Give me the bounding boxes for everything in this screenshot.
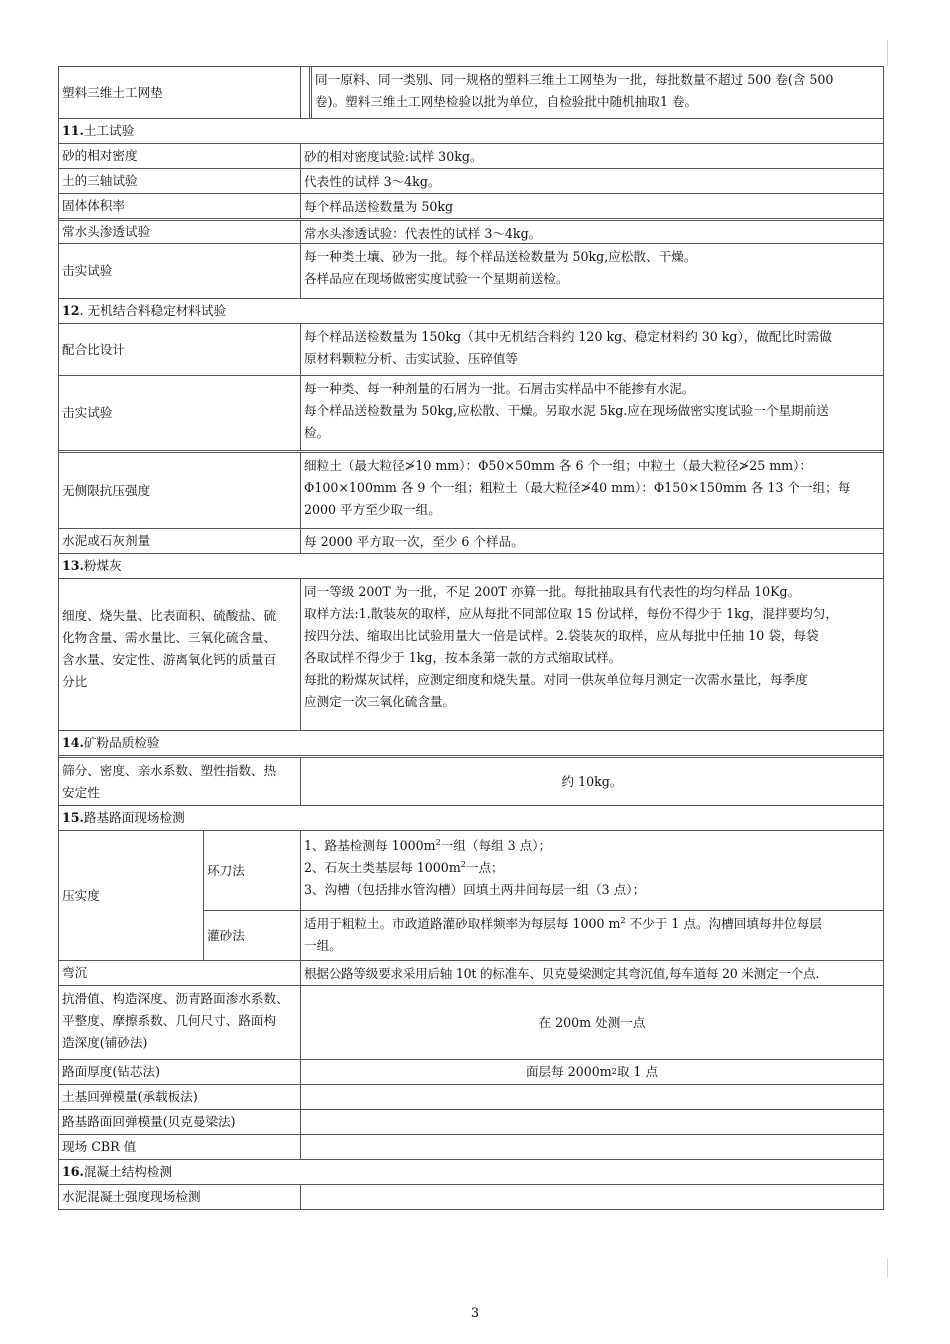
item-name: 击实试验 xyxy=(59,376,301,450)
table-row xyxy=(59,1184,883,1209)
table-row xyxy=(59,168,883,193)
table-row xyxy=(59,528,883,553)
sampling-rule: 砂的相对密度试验:试样 30kg。 xyxy=(304,149,483,164)
section-title: 混凝土结构检测 xyxy=(83,1164,173,1179)
item-name: 现场 CBR 值 xyxy=(59,1135,301,1159)
table-row xyxy=(59,143,883,168)
sampling-rule: 每一种类、每一种剂量的石屑为一批。石屑击实样品中不能掺有水泥。 每个样品送检数量为 50kg,应松散、干燥。另取水泥 5kg.应在现场做密实度试验一个星期前送 检。 xyxy=(304,381,829,440)
section-number: 11. xyxy=(62,123,84,138)
table-row xyxy=(59,578,883,730)
sampling-rule: 适用于粗粒土。市政道路灌砂取样频率为每层每 1000 $m^2$ 不少于 1 点。沟槽回填每井位每层 一组。 xyxy=(304,916,822,954)
table-row xyxy=(59,193,883,218)
section-number: 13. xyxy=(62,558,84,573)
sampling-rule: 代表性的试样 3～4kg。 xyxy=(304,174,441,189)
item-name: 无侧限抗压强度 xyxy=(59,453,301,528)
table-row xyxy=(59,1134,883,1159)
table-row xyxy=(59,755,883,805)
item-name: 路基路面回弹模量(贝克曼梁法) xyxy=(59,1110,301,1134)
section-header xyxy=(59,730,883,755)
sampling-rule: 每个样品送检数量为 150kg（其中无机结合料约 120 kg、稳定材料约 30 kg），做配比时需做 原材料颗粒分析、击实试验、压碎值等 xyxy=(304,329,832,366)
item-name: 配合比设计 xyxy=(59,324,301,375)
section-header xyxy=(59,553,883,578)
item-name: 土基回弹模量(承载板法) xyxy=(59,1085,301,1109)
sub-method-row xyxy=(204,910,883,960)
section-number: 14. xyxy=(62,735,84,750)
item-name: 水泥或石灰剂量 xyxy=(59,529,301,553)
table-row xyxy=(59,323,883,375)
sampling-rule: 细粒土（最大粒径≯10 mm）：Φ50×50mm 各 6 个一组；中粒土（最大粒径≯25 mm）： Φ100×100mm 各 9 个一组；粗粒土（最大粒径≯40 mm）：Φ150×150mm 各 13 个一组；每 2000 平方至少取一组。 xyxy=(304,458,851,517)
item-name: 弯沉 xyxy=(59,961,301,985)
table-row xyxy=(59,1059,883,1084)
sampling-rule xyxy=(301,1085,883,1109)
item-name: 击实试验 xyxy=(59,244,301,298)
item-name: 压实度 xyxy=(59,831,204,960)
item-name: 固体体积率 xyxy=(59,194,301,218)
section-number: 15. xyxy=(62,810,84,825)
item-name: 路面厚度(钻芯法) xyxy=(59,1060,301,1084)
item-name: 抗滑值、构造深度、沥青路面渗水系数、 平整度、摩擦系数、几何尺寸、路面构 造深度(铺砂法) xyxy=(59,986,301,1059)
section-header xyxy=(59,1159,883,1184)
table-row xyxy=(59,375,883,450)
table-row xyxy=(59,243,883,298)
table-row xyxy=(59,1109,883,1134)
method-name: 灌砂法 xyxy=(204,911,301,960)
sampling-rule xyxy=(301,1185,883,1209)
sampling-rule: 每 2000 平方取一次，至少 6 个样品。 xyxy=(304,534,524,549)
sampling-rule: 约 10kg。 xyxy=(561,773,623,789)
sampling-rule: 常水头渗透试验：代表性的试样 3～4kg。 xyxy=(304,226,542,241)
sub-method-row xyxy=(204,831,883,910)
page-margin-rule-bottom xyxy=(887,1258,888,1278)
table-row xyxy=(59,985,883,1059)
sampling-rule: 同一原料、同一类别、同一规格的塑料三维土工网垫为一批，每批数量不超过 500 卷(含 500 卷)。塑料三维土工网垫检验以批为单位，自检验批中随机抽取1 卷。 xyxy=(309,67,883,118)
page-margin-rule-top xyxy=(887,40,888,66)
section-title: 路基路面现场检测 xyxy=(83,810,185,825)
sampling-rule xyxy=(301,1110,883,1134)
table-row xyxy=(59,1084,883,1109)
item-name: 砂的相对密度 xyxy=(59,144,301,168)
section-number: 16. xyxy=(62,1164,84,1179)
section-title: 土工试验 xyxy=(83,123,135,138)
method-name: 环刀法 xyxy=(204,831,301,910)
sampling-rule: 每个样品送检数量为 50kg xyxy=(304,199,454,214)
sampling-requirements-table xyxy=(58,66,884,1210)
sampling-rule: 1、路基检测每 $1000m^2$一组（每组 3 点）； 2、石灰土类基层每 $1000m^2$一点； 3、沟槽（包括排水管沟槽）回填土两井间每层一组（3 点）； xyxy=(304,837,646,897)
sampling-rule: 每一种类土壤、砂为一批。每个样品送检数量为 50kg,应松散、干燥。 各样品应在现场做密实度试验一个星期前送检。 xyxy=(304,249,697,286)
item-name: 筛分、密度、亲水系数、塑性指数、热 安定性 xyxy=(59,758,301,805)
sampling-rule: 在 200m 处测一点 xyxy=(538,1014,646,1030)
table-row xyxy=(59,450,883,528)
section-header xyxy=(59,298,883,323)
section-header xyxy=(59,805,883,830)
item-name: 水泥混凝土强度现场检测 xyxy=(59,1185,301,1209)
section-title: 粉煤灰 xyxy=(83,558,122,573)
item-name: 土的三轴试验 xyxy=(59,169,301,193)
sampling-rule xyxy=(301,1135,883,1159)
page-number: 3 xyxy=(470,1306,480,1321)
section-header xyxy=(59,118,883,143)
item-name: 塑料三维土工网垫 xyxy=(59,67,301,118)
sampling-rule: 根据公路等级要求采用后轴 10t 的标准车、贝克曼梁测定其弯沉值,每车道每 20 米测定一个点. xyxy=(304,966,820,981)
table-row xyxy=(59,960,883,985)
sampling-rule: 面层每 2000m 2 取 1 点 xyxy=(525,1064,659,1079)
table-row xyxy=(59,830,883,960)
section-title: 矿粉品质检验 xyxy=(83,735,160,750)
table-row xyxy=(59,218,883,243)
table-row xyxy=(59,67,883,118)
section-number: 12 xyxy=(62,303,80,318)
item-name: 细度、烧失量、比表面积、硫酸盐、硫 化物含量、需水量比、三氧化硫含量、 含水量、安定性、游离氧化钙的质量百 分比 xyxy=(59,579,301,730)
section-title: . 无机结合料稳定材料试验 xyxy=(79,303,227,318)
sampling-rule: 同一等级 200T 为一批，不足 200T 亦算一批。每批抽取具有代表性的均匀样品 10Kg。 取样方法:1.散装灰的取样，应从每批不同部位取 15 份试样，每份不得少于 1kg，混拌要均匀， 按四分法、缩取出比试验用量大一倍是试样。2.袋装灰的取样，应从每批中任抽 10 袋，每袋 各取试样不得少于 1kg，按本条第一款的方式缩取试样。 每批的粉煤灰试样，应测定细度和烧失量。对同一供灰单位每月测定一次需水量比，每季度 应测定一次三氧化硫含量。 xyxy=(304,584,838,709)
item-name: 常水头渗透试验 xyxy=(59,221,301,243)
